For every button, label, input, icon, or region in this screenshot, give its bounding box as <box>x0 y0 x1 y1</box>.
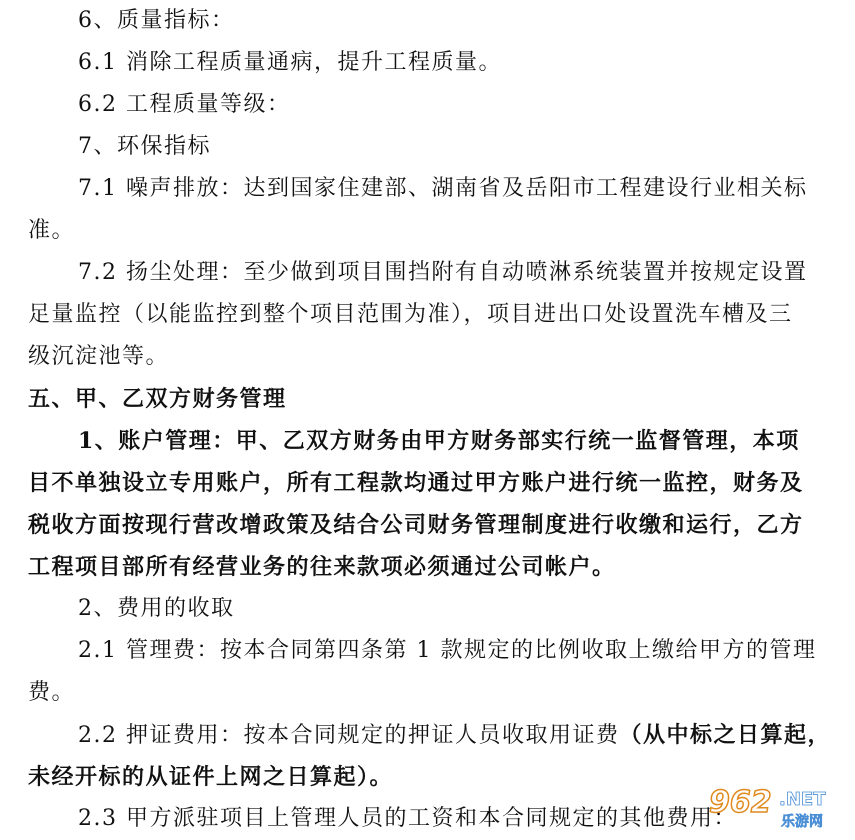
line-text: 工程项目部所有经营业务的往来款项必须通过公司帐户。 <box>28 554 616 580</box>
watermark-net: .NET <box>779 789 826 810</box>
paragraph-7-1-line-1 <box>0 168 855 210</box>
line-text-bold: （从中标之日算起， <box>619 722 831 748</box>
line-text: 1、账户管理：甲、乙双方财务由甲方财务部实行统一监督管理，本项 <box>78 428 800 454</box>
line-text: 7、环保指标 <box>78 134 211 159</box>
watermark-logo: 962 <box>709 785 772 820</box>
watermark-sub: 乐游网 <box>781 814 823 830</box>
line-text: 五、甲、乙双方财务管理 <box>28 386 287 412</box>
line-text: 2.1 管理费：按本合同第四条第 1 款规定的比例收取上缴给甲方的管理 <box>78 638 817 663</box>
paragraph-2-1-line-1 <box>0 630 855 672</box>
paragraph-7-2-line-2 <box>0 294 855 336</box>
line-text: 6.2 工程质量等级： <box>78 92 291 117</box>
line-text: 未经开标的从证件上网之日算起）。 <box>28 764 394 790</box>
paragraph-account-line-4 <box>0 546 855 588</box>
line-text: 7.1 噪声排放：达到国家住建部、湖南省及岳阳市工程建设行业相关标 <box>78 176 808 201</box>
paragraph-2-2-line-1 <box>0 714 855 756</box>
paragraph-account-line-1 <box>0 420 855 462</box>
heading-environmental-indicators <box>0 126 855 168</box>
line-text: 足量监控（以能监控到整个项目范围为准），项目进出口处设置洗车槽及三 <box>28 302 793 327</box>
paragraph-account-line-3 <box>0 504 855 546</box>
line-text: 2、费用的收取 <box>78 596 235 621</box>
line-text: 6、质量指标： <box>78 8 235 33</box>
site-watermark <box>709 785 849 831</box>
paragraph-account-line-2 <box>0 462 855 504</box>
section-heading-finance <box>0 378 855 420</box>
paragraph-2-1-line-2 <box>0 672 855 714</box>
line-text: 目不单独设立专用账户，所有工程款均通过甲方账户进行统一监控，财务及 <box>28 470 804 496</box>
paragraph-7-2-line-3 <box>0 336 855 378</box>
paragraph-6-2 <box>0 84 855 126</box>
paragraph-7-1-line-2 <box>0 210 855 252</box>
heading-fee-collection <box>0 588 855 630</box>
line-text: 级沉淀池等。 <box>28 344 170 369</box>
line-text: 2.2 押证费用：按本合同规定的押证人员收取用证费 <box>78 723 620 748</box>
line-text: 7.2 扬尘处理：至少做到项目围挡附有自动喷淋系统装置并按规定设置 <box>78 260 808 285</box>
paragraph-7-2-line-1 <box>0 252 855 294</box>
line-text: 2.3 甲方派驻项目上管理人员的工资和本合同规定的其他费用： <box>78 806 737 831</box>
paragraph-6-1 <box>0 42 855 84</box>
line-text: 税收方面按现行营改增政策及结合公司财务管理制度进行收缴和运行，乙方 <box>28 512 804 538</box>
line-text: 6.1 消除工程质量通病，提升工程质量。 <box>78 50 502 75</box>
line-text: 准。 <box>28 218 76 243</box>
heading-quality-indicators <box>0 0 855 42</box>
line-text: 费。 <box>28 680 76 705</box>
